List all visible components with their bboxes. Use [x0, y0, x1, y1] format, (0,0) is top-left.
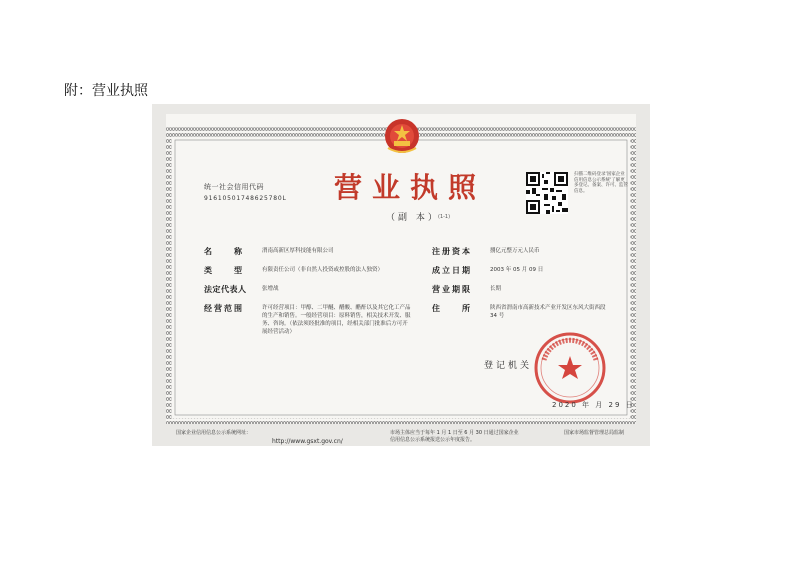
footer-left: 国家企业信用信息公示系统网址： [176, 430, 252, 436]
issue-date: 2020 年 月 29 日 [552, 401, 635, 409]
page-heading: 附：营业执照 [64, 83, 148, 99]
copy-number: (1-1) [438, 214, 451, 220]
credit-code: 91610501748625780L [204, 195, 287, 202]
capital-value: 捌亿元整万元人民币 [490, 248, 540, 254]
name-label: 名 称 [204, 247, 244, 256]
business-scope-value: 许可经营项目：甲醇、二甲醚、醋酸、醋酐以及其它化工产品的生产和销售。一般经营项目：原料销售，相关技术开发、服务、咨询。（依法须经批准的项目，经相关部门批准后方可开展经营活动） [262, 305, 411, 335]
address-label: 住 所 [432, 304, 472, 313]
business-license [166, 114, 636, 445]
authority-label: 登记机关 [484, 361, 533, 371]
qr-note: 扫描二维码登录'国家企业信用信息公示系统'了解更多登记、备案、许可、监管信息。 [574, 172, 628, 194]
license-title: 营业执照 [334, 171, 487, 204]
license-scan [152, 104, 650, 446]
type-label: 类 型 [204, 266, 244, 275]
term-label: 营业期限 [432, 285, 472, 294]
credit-code-label: 统一社会信用代码 [204, 183, 264, 191]
business-scope-label: 经营范围 [204, 304, 244, 313]
legal-rep-label: 法定代表人 [204, 285, 247, 294]
address-value: 陕西省渭南市高新技术产业开发区东风大街西段 34 号 [490, 305, 606, 319]
footer-right: 国家市场监督管理总局监制 [564, 430, 625, 436]
established-value: 2003 年 05 月 09 日 [490, 267, 544, 273]
footer-note: 市场主体应当于每年 1 月 1 日至 6 月 30 日通过国家企业信用信息公示系统报送公示年度报告。 [390, 430, 519, 443]
qr-code-icon [526, 172, 568, 214]
national-emblem-icon [382, 116, 422, 156]
name-value: 渭南高新区厚科技能有限公司 [262, 248, 334, 254]
established-label: 成立日期 [432, 266, 472, 275]
legal-rep-value: 张增战 [262, 286, 279, 292]
copy-label: （副 本） [386, 213, 440, 223]
type-value: 有限责任公司（非自然人投资或控股的法人独资） [262, 267, 384, 273]
term-value: 长期 [490, 286, 502, 292]
official-seal-icon [532, 330, 608, 406]
capital-label: 注册资本 [432, 247, 472, 256]
footer-url: http://www.gsxt.gov.cn/ [272, 438, 343, 445]
